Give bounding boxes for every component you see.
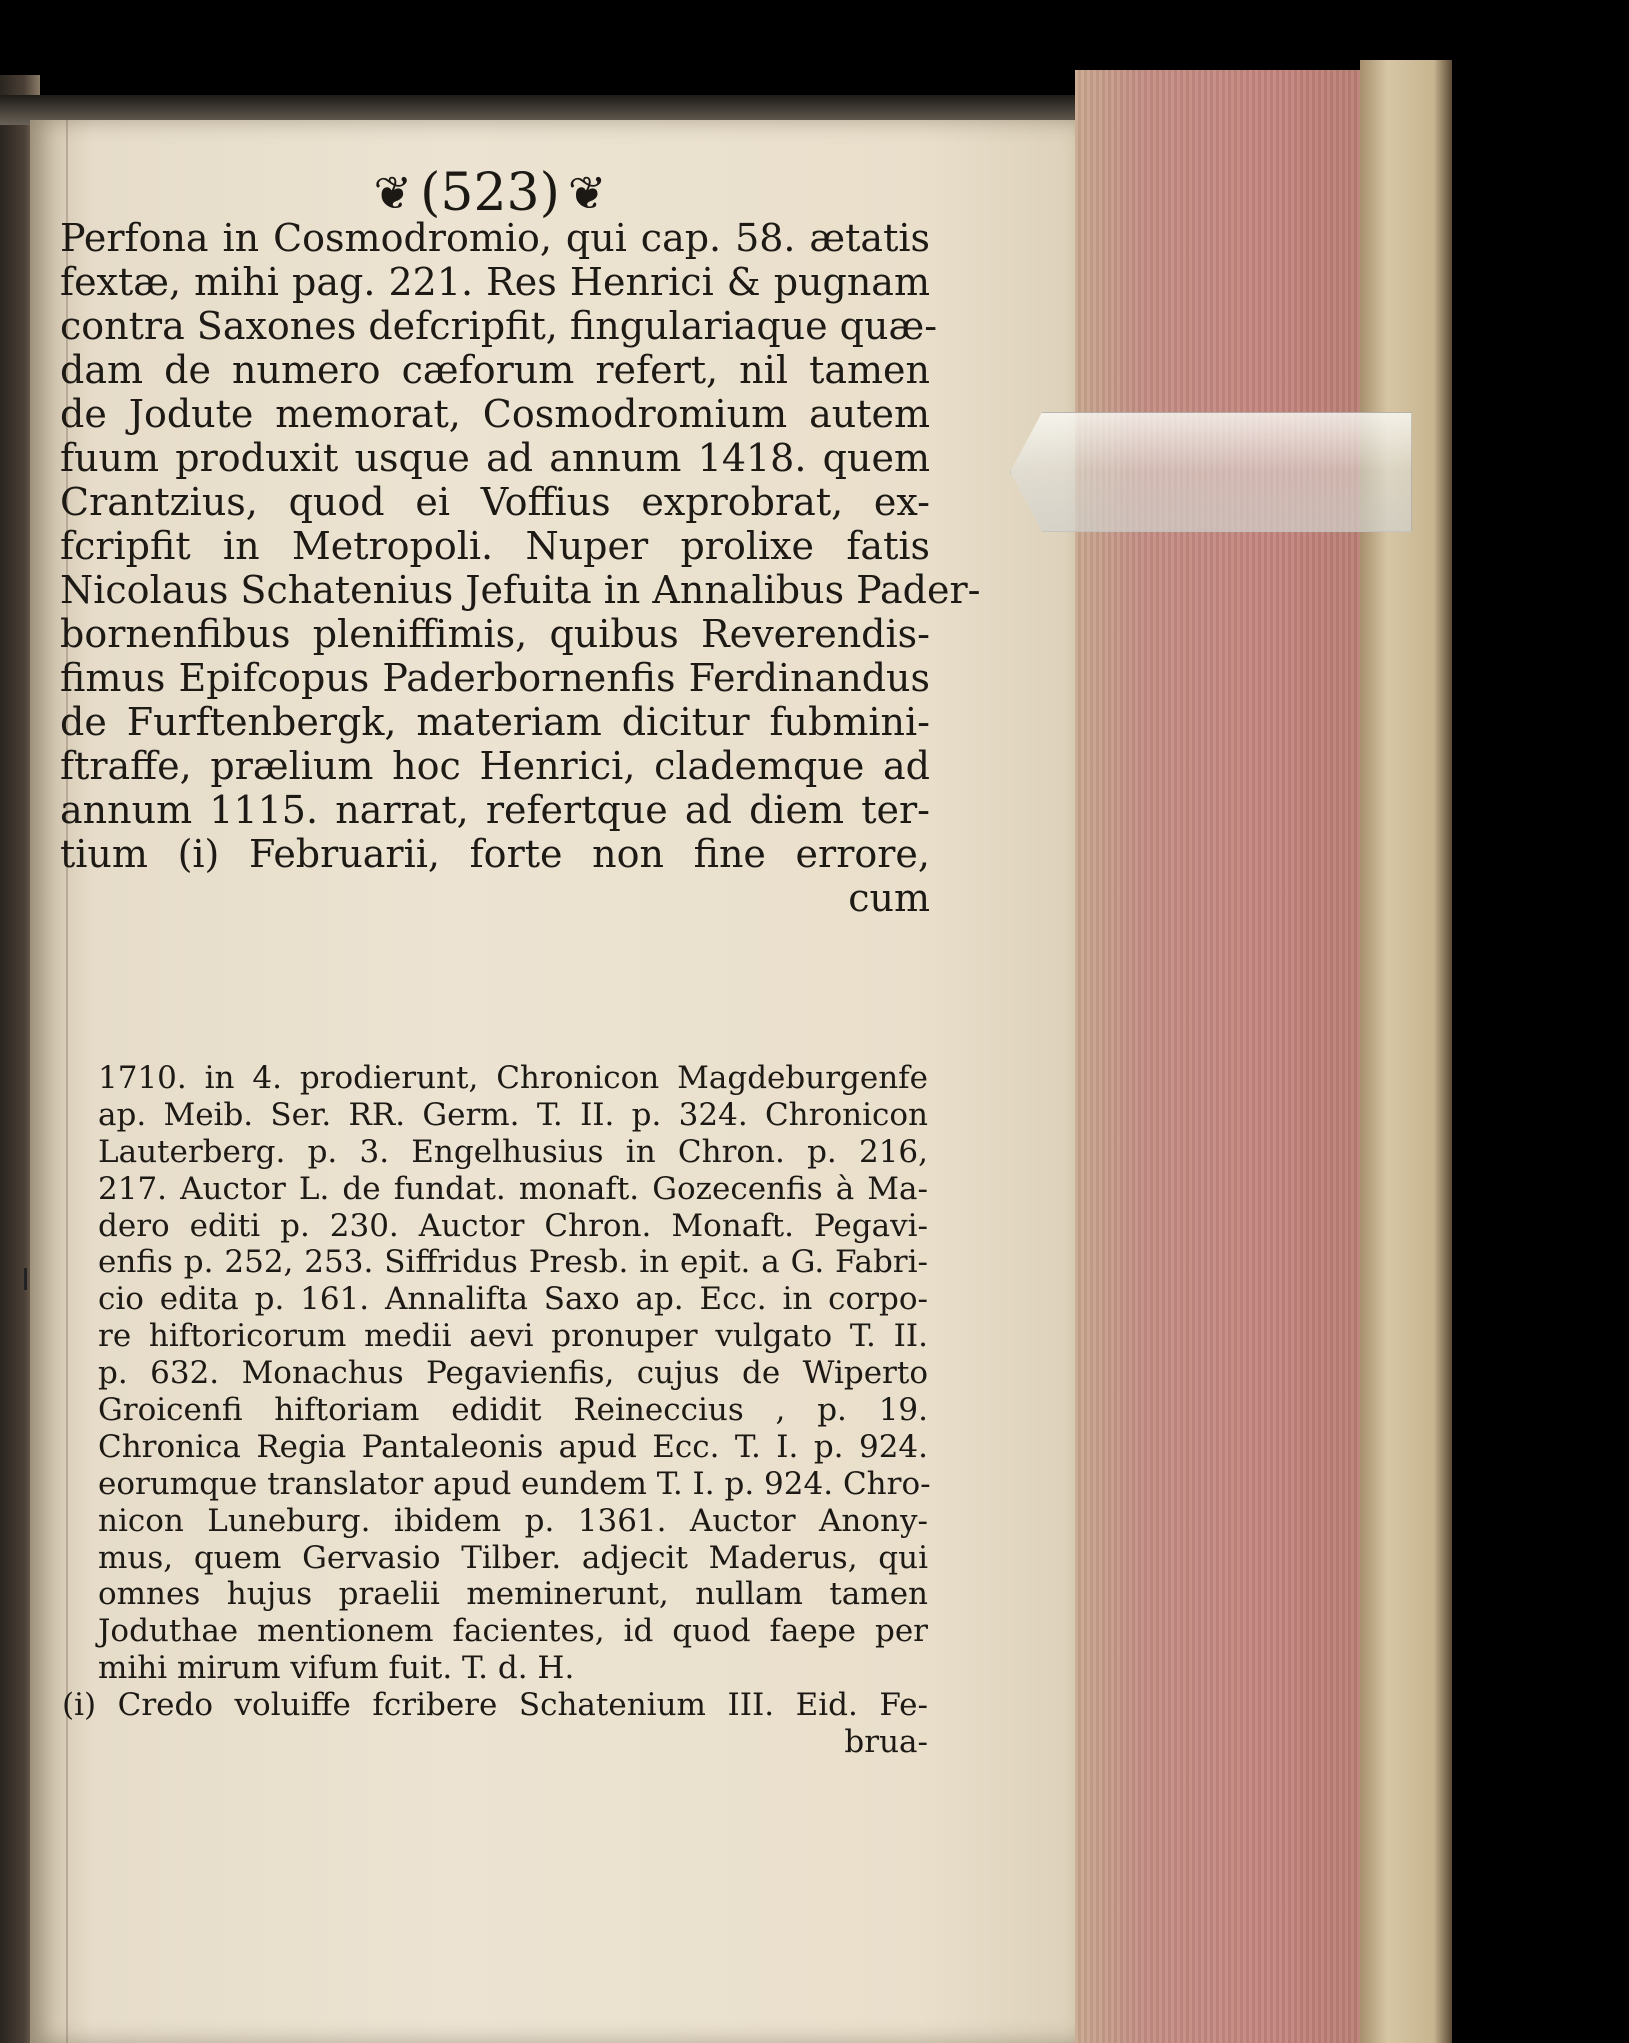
footnote-line: cio edita p. 161. Annalifta Saxo ap. Ecc. in corpo- bbox=[98, 1281, 928, 1318]
footnote-line: omnes hujus praelii meminerunt, nullam tamen bbox=[98, 1576, 928, 1613]
text-line: fimus Epifcopus Paderbornenfis Ferdinandus bbox=[60, 656, 930, 700]
footnote-line: dero editi p. 230. Auctor Chron. Monaft. Pegavi- bbox=[98, 1207, 928, 1244]
footnote-line: mihi mirum vifum fuit. T. d. H. bbox=[98, 1650, 575, 1687]
footnotes bbox=[62, 1060, 931, 1761]
footnote-line: eorumque translator apud eundem T. I. p. 924. Chro- bbox=[98, 1465, 931, 1502]
text-line: de Furftenbergk, materiam dicitur fubmini- bbox=[60, 700, 930, 744]
text-line: de Jodute memorat, Cosmodromium autem bbox=[60, 392, 930, 436]
footnote-line: p. 632. Monachus Pegavienfis, cujus de Wiperto bbox=[98, 1355, 928, 1392]
text-line: bornenfibus pleniffimis, quibus Reverendis- bbox=[60, 612, 930, 656]
transparent-bookmark bbox=[1010, 412, 1412, 532]
ornament-right-icon: ❦ bbox=[567, 166, 607, 220]
back-cover-edge bbox=[1360, 60, 1452, 2043]
main-text bbox=[60, 216, 981, 920]
footnote-line: mus, quem Gervasio Tilber. adjecit Maderus, qui bbox=[98, 1539, 928, 1576]
text-line: dam de numero cæforum refert, nil tamen bbox=[60, 348, 930, 392]
text-line: Nicolaus Schatenius Jefuita in Annalibus Pader- bbox=[60, 568, 981, 612]
footnote-line: Lauterberg. p. 3. Engelhusius in Chron. p. 216, bbox=[98, 1133, 928, 1170]
catchword: brua- bbox=[844, 1724, 928, 1761]
text-line: fuum produxit usque ad annum 1418. quem bbox=[60, 436, 930, 480]
ornament-left-icon: ❦ bbox=[373, 166, 413, 220]
text-line: tium (i) Februarii, forte non fine errore, bbox=[60, 832, 930, 876]
footnote-line: nicon Luneburg. ibidem p. 1361. Auctor Anony- bbox=[98, 1502, 928, 1539]
margin-mark bbox=[24, 1268, 27, 1290]
footnote-line: Joduthae mentionem facientes, id quod faepe per bbox=[98, 1613, 928, 1650]
footnote-line: 217. Auctor L. de fundat. monaft. Gozecenfis à Ma- bbox=[98, 1170, 928, 1207]
footnote-i: (i) Credo voluiffe fcribere Schatenium III. Eid. Fe- bbox=[62, 1687, 928, 1724]
text-line: contra Saxones defcripfit, fingulariaque quæ- bbox=[60, 304, 938, 348]
text-line: annum 1115. narrat, refertque ad diem ter- bbox=[60, 788, 930, 832]
text-line: fcripfit in Metropoli. Nuper prolixe fatis bbox=[60, 524, 930, 568]
text-line: ftraffe, prælium hoc Henrici, clademque ad bbox=[60, 744, 930, 788]
page-number: (523) bbox=[420, 163, 560, 223]
page-edges bbox=[1075, 70, 1395, 2043]
footnote-line: enfis p. 252, 253. Siffridus Presb. in epit. a G. Fabri- bbox=[98, 1244, 928, 1281]
footnote-line: Groicenfi hiftoriam edidit Reineccius , p. 19. bbox=[98, 1392, 928, 1429]
text-line: Crantzius, quod ei Voffius exprobrat, ex- bbox=[60, 480, 930, 524]
catch-line: cum bbox=[848, 876, 930, 920]
footnote-line: 1710. in 4. prodierunt, Chronicon Magdeburgenfe bbox=[98, 1060, 928, 1096]
text-line: Perfona in Cosmodromio, qui cap. 58. ætatis bbox=[60, 216, 930, 260]
footnote-line: re hiftoricorum medii aevi pronuper vulgato T. II. bbox=[98, 1318, 928, 1355]
footnote-line: ap. Meib. Ser. RR. Germ. T. II. p. 324. Chronicon bbox=[98, 1096, 928, 1133]
footnote-line: Chronica Regia Pantaleonis apud Ecc. T. I. p. 924. bbox=[98, 1428, 928, 1465]
text-line: fextæ, mihi pag. 221. Res Henrici & pugnam bbox=[60, 260, 930, 304]
